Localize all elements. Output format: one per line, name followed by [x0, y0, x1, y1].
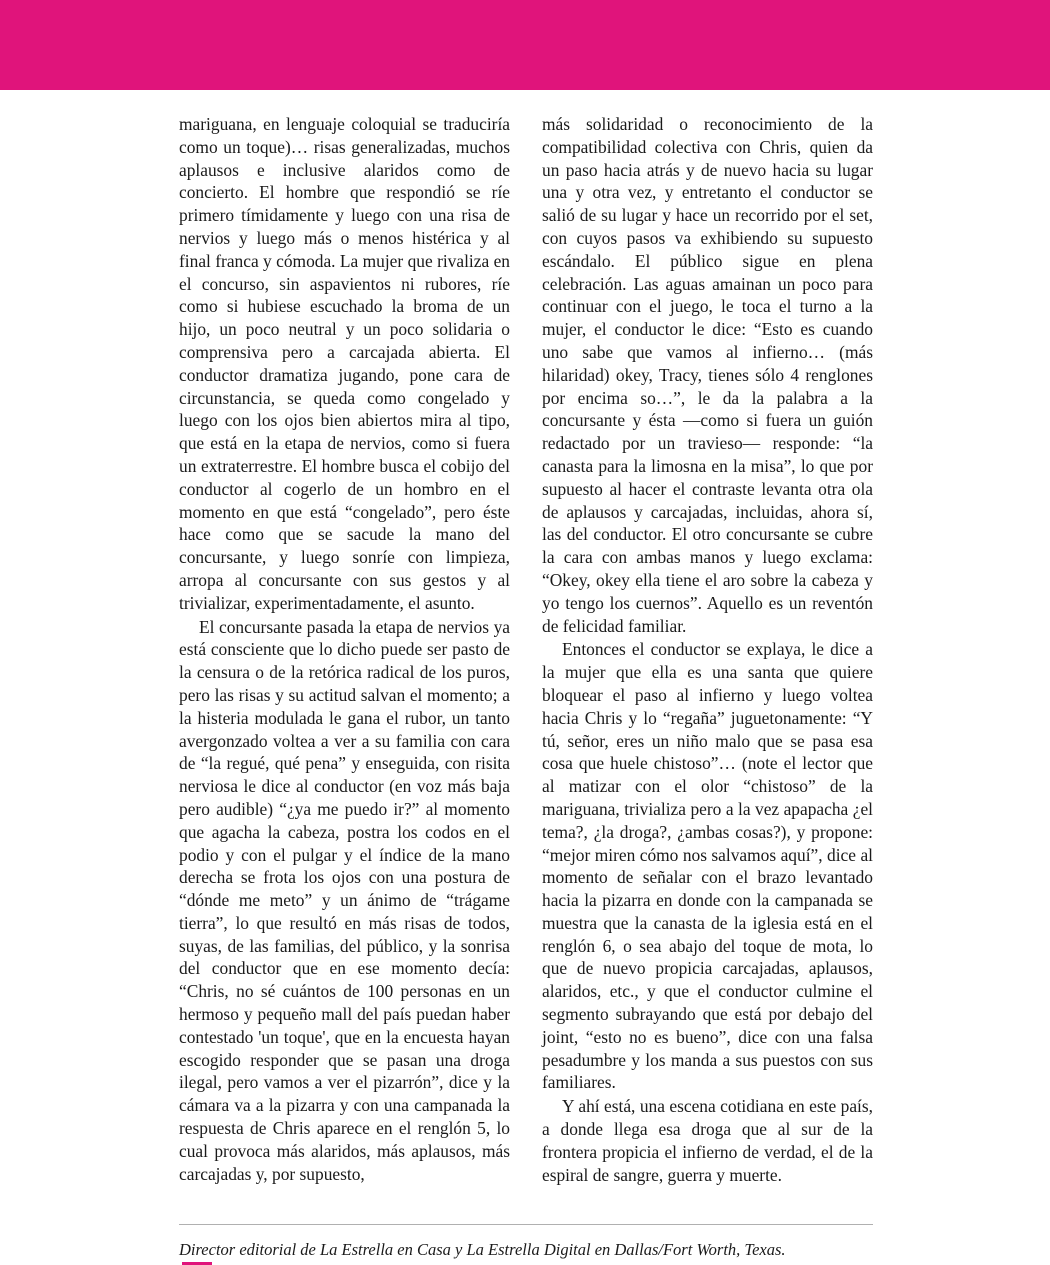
- right-paragraph-1: más solidaridad o reconocimiento de la compatibilidad colectiva con Chris, quien da un paso hacia atrás y de nuevo hacia su lugar una y otra vez, y entretanto el conductor se salió de su lugar y hace un recorrido por el set, con cuyos pasos va exhibiendo su supuesto escándalo. El público sigue en plena celebración. Las aguas amainan un poco para continuar con el juego, le toca el turno a la mujer, el conductor le dice: “Esto es cuando uno sabe que vamos al infierno… (más hilaridad) okey, Tracy, tienes sólo 4 renglones por encima so…”, le da la palabra a la concursante y ésta —como si fuera un guión redactado por un travieso— responde: “la canasta para la limosna en la misa”, lo que por supuesto al hacer el contraste levanta otra ola de aplausos y carcajadas, incluidas, ahora sí, las del conductor. El otro concursante se cubre la cara con ambas manos y luego exclama: “Okey, okey ella tiene el aro sobre la cabeza y yo tengo los cuernos”. Aquello es un reventón de felicidad familiar.: [542, 114, 873, 636]
- article-body: [179, 113, 873, 1213]
- left-column: [179, 113, 510, 1213]
- author-footnote: Director editorial de La Estrella en Casa y La Estrella Digital en Dallas/Fort Worth, Texas.: [179, 1240, 786, 1259]
- footnote-divider: [179, 1224, 873, 1225]
- left-paragraph-2: El concursante pasada la etapa de nervios ya está consciente que lo dicho puede ser pasto de la censura o de la retórica radical de los puros, pero las risas y su actitud salvan el momento; a la histeria modulada le gana el rubor, un tanto avergonzado voltea a ver a su familia con cara de “la regué, qué pena” y enseguida, con risita nerviosa le dice al conductor (en voz más baja pero audible) “¿ya me puedo ir?” al momento que agacha la cabeza, postra los codos en el podio y con el pulgar y el índice de la mano derecha se frota los ojos con una postura de “dónde me meto” y un ánimo de “trágame tierra”, lo que resultó en más risas de todos, suyas, de las familias, del público, y la sonrisa del conductor que en ese momento decía: “Chris, no sé cuántos de 100 personas en un hermoso y pequeño mall del país puedan haber contestado 'un toque', que en la encuesta hayan escogido responder que se pasan una droga ilegal, pero vamos a ver el pizarrón”, dice y la cámara va a la pizarra y con una campanada la respuesta de Chris aparece en el renglón 5, lo cual provoca más alaridos, más aplausos, más carcajadas y, por supuesto,: [179, 616, 510, 1184]
- top-color-band: [0, 0, 1050, 90]
- left-paragraph-1: mariguana, en lenguaje coloquial se traduciría como un toque)… risas generalizadas, muchos aplausos e inclusive alaridos como de concierto. El hombre que respondió se ríe primero tímidamente y luego con una risa de nervios y luego más o menos histérica y al final franca y cómoda. La mujer que rivaliza en el concurso, sin aspavientos ni rubores, ríe como si hubiese escuchado la broma de un hijo, un poco neutral y un poco solidaria o comprensiva pero a carcajada abierta. El conductor dramatiza jugando, pone cara de circunstancia, se queda como congelado y luego con los ojos bien abiertos mira al tipo, que está en la etapa de nervios, como si fuera un extraterrestre. El hombre busca el cobijo del conductor al cogerlo de un hombro en el momento en que está “congelado”, pero éste hace como que se sacude la mano del concursante, y luego sonríe con limpieza, arropa al concursante con sus gestos y al trivializar, experimentadamente, el asunto.: [179, 114, 510, 613]
- right-paragraph-2: Entonces el conductor se explaya, le dice a la mujer que ella es una santa que quiere bloquear el paso al infierno y luego voltea hacia Chris y lo “regaña” juguetonamente: “Y tú, señor, eres un niño malo que se pasa esa cosa que huele chistoso”… (note el lector que al matizar con el olor “chistoso” de la mariguana, trivializa pero a la vez apapacha ¿el tema?, ¿la droga?, ¿ambas cosas?), y propone: “mejor miren cómo nos salvamos aquí”, dice al momento de señalar con el brazo levantado hacia la pizarra en donde con la campanada se muestra que la canasta de la iglesia está en el renglón 6, o sea abajo del toque de mota, lo que de nuevo propicia carcajadas, aplausos, alaridos, etc., y que el conductor culmine el segmento subrayando que está por debajo del joint, “esto no es bueno”, dice con una falsa pesadumbre y los manda a sus puestos con sus familiares.: [542, 639, 873, 1093]
- right-paragraph-3: Y ahí está, una escena cotidiana en este país, a donde llega esa droga que al sur de la frontera propicia el infierno de verdad, el de la espiral de sangre, guerra y muerte.: [542, 1096, 873, 1185]
- right-column: [542, 113, 873, 1213]
